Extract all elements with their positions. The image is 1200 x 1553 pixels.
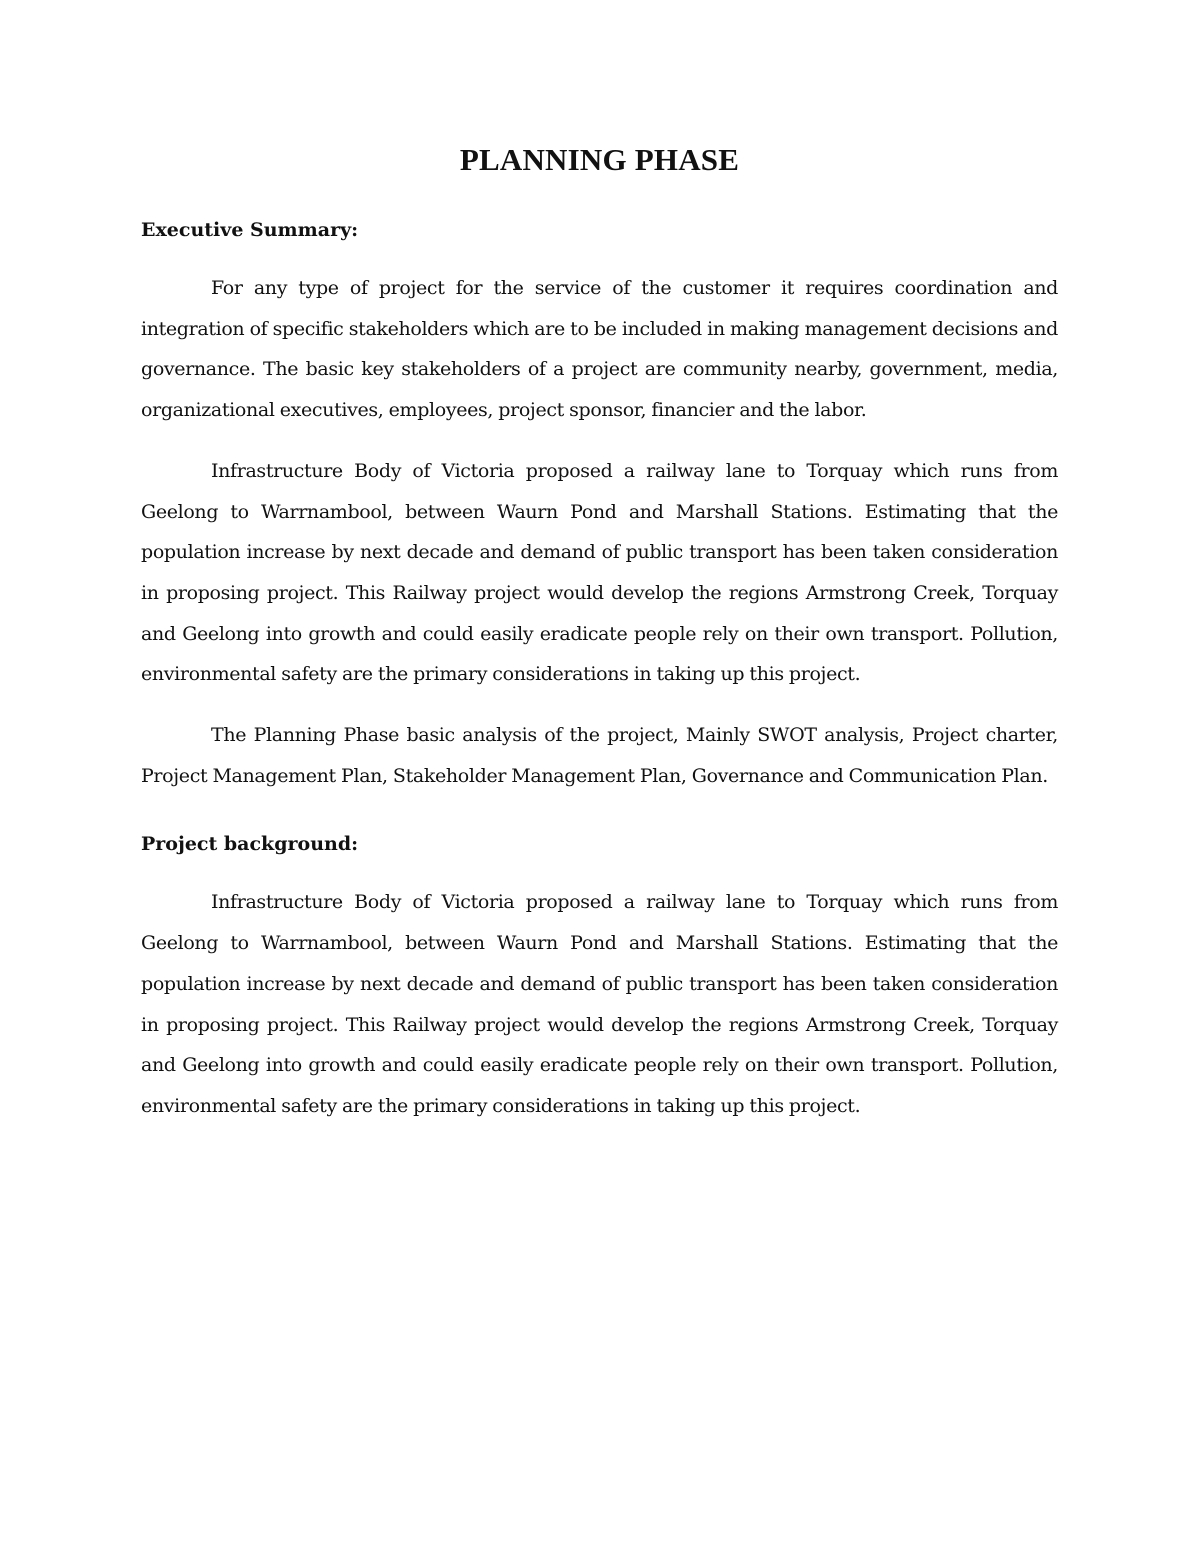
section-heading-executive-summary: Executive Summary: [141, 219, 359, 241]
section-heading-project-background: Project background: [141, 833, 359, 856]
page-title: PLANNING PHASE [459, 142, 740, 177]
executive-summary-paragraph-3: The Planning Phase basic analysis of the project, Mainly SWOT analysis, Project charter, Project Management Plan, Stakeholder Management Plan, Governance and Communication Plan. [141, 724, 1058, 787]
project-background-paragraph-1: Infrastructure Body of Victoria proposed a railway lane to Torquay which runs from Geelong to Warrnambool, between Waurn Pond and Marshall Stations. Estimating that the population increase by next decade and demand of public transport has been taken consideration in proposing project. This Railway project would develop the regions Armstrong Creek, Torquay and Geelong into growth and could easily eradicate people rely on their own transport. Pollution, environmental safety are the primary considerations in taking up this project. [141, 891, 1058, 1117]
document-body [141, 140, 1058, 1127]
executive-summary-paragraph-2: Infrastructure Body of Victoria proposed a railway lane to Torquay which runs from Geelong to Warrnambool, between Waurn Pond and Marshall Stations. Estimating that the population increase by next decade and demand of public transport has been taken consideration in proposing project. This Railway project would develop the regions Armstrong Creek, Torquay and Geelong into growth and could easily eradicate people rely on their own transport. Pollution, environmental safety are the primary considerations in taking up this project. [141, 459, 1058, 686]
executive-summary-paragraph-1: For any type of project for the service of the customer it requires coordination and integration of specific stakeholders which are to be included in making management decisions and governance. The basic key stakeholders of a project are community nearby, government, media, organizational executives, employees, project sponsor, financier and the labor. [141, 277, 1058, 422]
